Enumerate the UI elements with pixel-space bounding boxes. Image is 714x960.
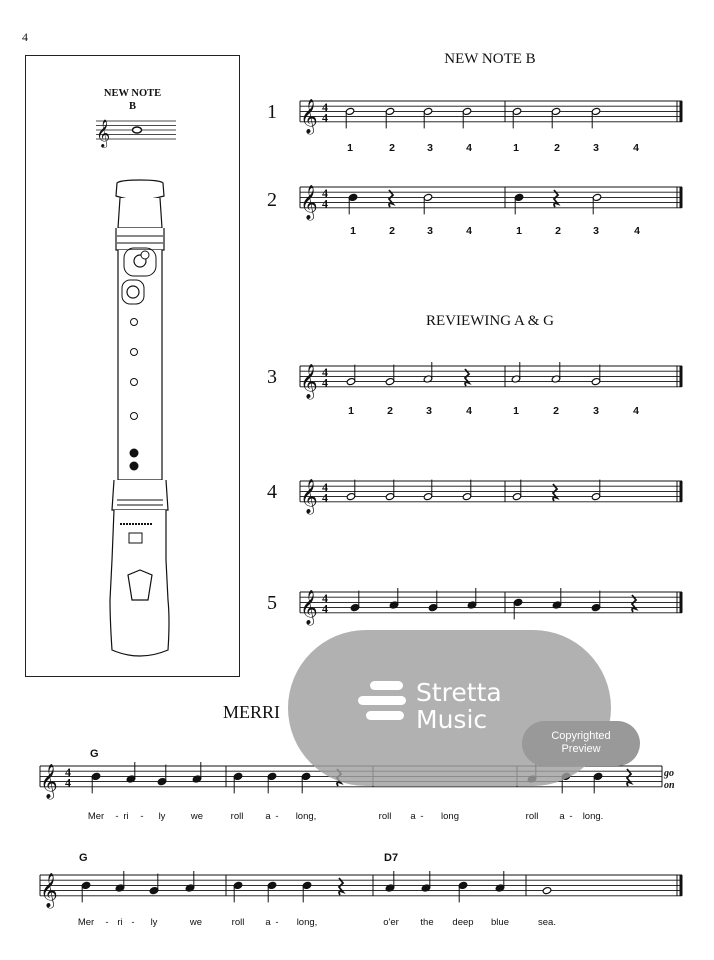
beat-count: 2 bbox=[554, 142, 560, 154]
final-barline-thick bbox=[680, 481, 683, 502]
note-head bbox=[542, 887, 552, 895]
lyric-syllable: - bbox=[275, 917, 279, 928]
lyric-syllable: a bbox=[265, 917, 271, 928]
treble-clef-icon: 𝄞 bbox=[40, 872, 58, 908]
whole-note-b bbox=[133, 127, 142, 133]
final-barline-thick bbox=[680, 101, 683, 122]
finger-hole-open-icon bbox=[131, 319, 138, 326]
lyric-syllable: ly bbox=[150, 917, 158, 928]
time-signature-bottom: 4 bbox=[322, 196, 328, 211]
copyright-badge bbox=[522, 721, 640, 766]
exercise-number: 4 bbox=[267, 481, 277, 503]
time-signature-top: 4 bbox=[65, 764, 71, 779]
treble-clef-icon: 𝄞 bbox=[40, 763, 58, 799]
finger-hole-open-icon bbox=[127, 286, 139, 298]
lyric-syllable: ri bbox=[123, 811, 129, 822]
finger-hole-closed-icon bbox=[130, 449, 139, 458]
finger-hole-open-icon bbox=[131, 413, 138, 420]
beat-count: 3 bbox=[427, 142, 433, 154]
lyric-syllable: a bbox=[265, 811, 271, 822]
exercise-number: 1 bbox=[267, 101, 277, 123]
go-on-line2: on bbox=[664, 780, 675, 791]
time-signature-top: 4 bbox=[322, 99, 328, 114]
beat-count: 4 bbox=[466, 225, 472, 237]
chord-symbol: D7 bbox=[384, 852, 399, 864]
watermark-brand-line1: Stretta bbox=[416, 678, 502, 707]
lyric-syllable: sea. bbox=[538, 917, 556, 928]
page-number: 4 bbox=[22, 30, 28, 44]
beat-count: 3 bbox=[593, 225, 599, 237]
exercise-number: 5 bbox=[267, 592, 277, 614]
beat-count: 2 bbox=[389, 225, 395, 237]
song-title: MERRI bbox=[223, 702, 281, 722]
beat-count: 2 bbox=[387, 405, 393, 417]
beat-count: 1 bbox=[348, 405, 354, 417]
lyric-syllable: - bbox=[569, 811, 573, 822]
thumb-hole-icon bbox=[141, 251, 149, 259]
lyric-syllable: long, bbox=[295, 811, 317, 822]
beat-count: 4 bbox=[633, 142, 639, 154]
beat-count: 4 bbox=[466, 142, 472, 154]
watermark-brand-line2: Music bbox=[416, 705, 488, 734]
beat-count: 2 bbox=[555, 225, 561, 237]
time-signature-bottom: 4 bbox=[322, 375, 328, 390]
go-on-text bbox=[664, 768, 675, 792]
sidebar-title-line2: B bbox=[128, 101, 136, 112]
beat-count: 2 bbox=[389, 142, 395, 154]
treble-clef-icon: 𝄞 bbox=[300, 589, 318, 625]
chord-symbol: G bbox=[90, 748, 99, 760]
lyric-syllable: roll bbox=[231, 917, 245, 928]
time-signature-bottom: 4 bbox=[322, 110, 328, 125]
lyric-syllable: we bbox=[190, 811, 204, 822]
beat-count: 4 bbox=[634, 225, 640, 237]
lyric-syllable: blue bbox=[491, 917, 509, 928]
recorder-window bbox=[128, 570, 152, 600]
time-signature-top: 4 bbox=[322, 185, 328, 200]
treble-clef-icon: 𝄞 bbox=[300, 478, 318, 514]
beat-count: 3 bbox=[593, 405, 599, 417]
beat-count: 4 bbox=[633, 405, 639, 417]
recorder-logo-icon bbox=[129, 533, 142, 543]
lyric-syllable: long, bbox=[296, 917, 318, 928]
time-signature-top: 4 bbox=[322, 590, 328, 605]
beat-count: 1 bbox=[513, 405, 519, 417]
lyric-syllable: a bbox=[410, 811, 416, 822]
lyric-syllable: Mer bbox=[87, 811, 105, 822]
lyric-syllable: a bbox=[559, 811, 565, 822]
lyric-syllable: Mer bbox=[77, 917, 95, 928]
recorder-bell bbox=[110, 600, 169, 656]
time-signature-top: 4 bbox=[322, 479, 328, 494]
lyric-syllable: long bbox=[441, 811, 459, 822]
time-signature-bottom: 4 bbox=[65, 775, 71, 790]
lyric-syllable: - bbox=[140, 811, 144, 822]
finger-hole-open-icon bbox=[131, 379, 138, 386]
time-signature-bottom: 4 bbox=[322, 490, 328, 505]
time-signature-bottom: 4 bbox=[322, 601, 328, 616]
lyric-syllable: - bbox=[131, 917, 135, 928]
treble-clef-icon: 𝄞 bbox=[96, 119, 111, 147]
lyric-syllable: ly bbox=[158, 811, 166, 822]
copyright-badge-line1: Copyrighted bbox=[551, 730, 611, 742]
lyric-syllable: - bbox=[115, 811, 119, 822]
time-signature-top: 4 bbox=[322, 364, 328, 379]
treble-clef-icon: 𝄞 bbox=[300, 98, 318, 134]
recorder-head bbox=[118, 198, 162, 228]
sidebar-title-line1: NEW NOTE bbox=[103, 88, 162, 99]
lyric-syllable: ri bbox=[117, 917, 123, 928]
section-title-review: REVIEWING A & G bbox=[426, 313, 554, 329]
lyric-syllable: deep bbox=[452, 917, 474, 928]
stretta-logo-icon bbox=[358, 681, 406, 720]
lyric-syllable: - bbox=[420, 811, 424, 822]
go-on-line1: go bbox=[664, 768, 674, 779]
recorder-head-joint bbox=[116, 228, 164, 250]
beat-count: 2 bbox=[553, 405, 559, 417]
final-barline-thick bbox=[680, 875, 683, 896]
lyric-syllable: we bbox=[189, 917, 203, 928]
beat-count: 1 bbox=[347, 142, 353, 154]
lyric-syllable: - bbox=[275, 811, 279, 822]
final-barline-thick bbox=[680, 366, 683, 387]
lyric-syllable: roll bbox=[378, 811, 392, 822]
watermark-brand bbox=[416, 679, 502, 733]
beat-count: 1 bbox=[350, 225, 356, 237]
beat-count: 1 bbox=[516, 225, 522, 237]
exercise-number: 2 bbox=[267, 189, 277, 211]
exercise-number: 3 bbox=[267, 366, 277, 388]
section-title-new-note: NEW NOTE B bbox=[444, 51, 536, 67]
lyric-syllable: o'er bbox=[383, 917, 399, 928]
beat-count: 3 bbox=[593, 142, 599, 154]
beat-count: 3 bbox=[426, 405, 432, 417]
recorder-mouthpiece bbox=[116, 180, 164, 200]
final-barline-thick bbox=[680, 592, 683, 613]
treble-clef-icon: 𝄞 bbox=[300, 363, 318, 399]
final-barline-thick bbox=[680, 187, 683, 208]
lyric-syllable: long. bbox=[582, 811, 604, 822]
finger-hole-open-icon bbox=[131, 349, 138, 356]
lyric-syllable: - bbox=[105, 917, 109, 928]
beat-count: 4 bbox=[466, 405, 472, 417]
chord-symbol: G bbox=[79, 852, 88, 864]
lyric-syllable: roll bbox=[230, 811, 244, 822]
recorder-body bbox=[118, 250, 162, 480]
treble-clef-icon: 𝄞 bbox=[300, 184, 318, 220]
copyright-badge-line2: Preview bbox=[561, 743, 601, 755]
lyric-syllable: the bbox=[420, 917, 434, 928]
finger-hole-closed-icon bbox=[130, 462, 139, 471]
lyric-syllable: roll bbox=[525, 811, 539, 822]
beat-count: 3 bbox=[427, 225, 433, 237]
recorder-joint bbox=[112, 480, 168, 510]
beat-count: 1 bbox=[513, 142, 519, 154]
